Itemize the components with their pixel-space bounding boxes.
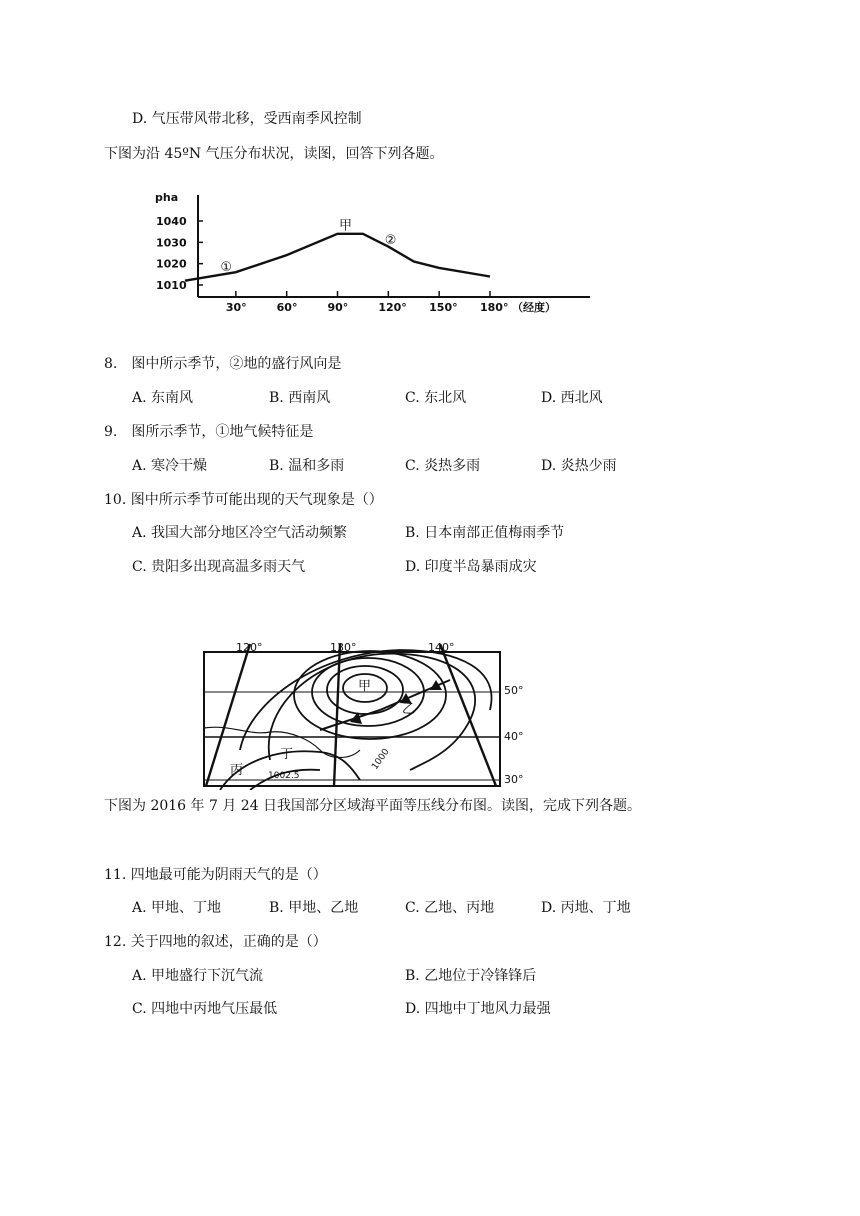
x-tick-label: 120° bbox=[378, 301, 407, 314]
intro-paragraph-2: 下图为 2016 年 7 月 24 日我国部分区域海平面等压线分布图。读图，完成下列各题。 bbox=[104, 798, 642, 814]
chart-annotation: ① bbox=[220, 259, 233, 275]
place-bing: 丙 bbox=[230, 763, 244, 778]
q10-option-d[interactable]: D. 印度半岛暴雨成灾 bbox=[405, 559, 537, 575]
q11-option-c[interactable]: C. 乙地、丙地 bbox=[405, 900, 495, 916]
pressure-chart bbox=[150, 185, 610, 325]
q11-option-d[interactable]: D. 丙地、丁地 bbox=[541, 900, 631, 916]
y-axis-label: pha bbox=[155, 191, 179, 204]
place-jia: 甲 bbox=[358, 679, 372, 694]
q10-stem: 10. 图中所示季节可能出现的天气现象是（） bbox=[104, 492, 383, 508]
q12-option-c[interactable]: C. 四地中丙地气压最低 bbox=[132, 1001, 278, 1017]
lon-label-130: 130° bbox=[330, 641, 357, 654]
x-tick-label: 30° bbox=[225, 301, 247, 314]
x-tick-label: 60° bbox=[276, 301, 298, 314]
q10-option-a[interactable]: A. 我国大部分地区冷空气活动频繁 bbox=[132, 525, 348, 541]
place-ding: 丁 bbox=[280, 747, 294, 762]
q10-option-b[interactable]: B. 日本南部正值梅雨季节 bbox=[405, 525, 565, 541]
isobar-map bbox=[200, 640, 540, 790]
q12-option-d[interactable]: D. 四地中丁地风力最强 bbox=[405, 1001, 551, 1017]
place-yi: 乙 bbox=[402, 702, 416, 717]
q8-option-c[interactable]: C. 东北风 bbox=[405, 390, 467, 406]
q8-stem: 8. 图中所示季节，②地的盛行风向是 bbox=[104, 356, 342, 372]
isobar-label-1002-5: 1002.5 bbox=[268, 771, 300, 781]
q8-option-a[interactable]: A. 东南风 bbox=[132, 390, 194, 406]
q11-stem: 11. 四地最可能为阴雨天气的是（） bbox=[104, 867, 327, 883]
q11-option-b[interactable]: B. 甲地、乙地 bbox=[269, 900, 359, 916]
x-tick-label: 150° bbox=[429, 301, 458, 314]
q9-stem: 9. 图所示季节，①地气候特征是 bbox=[104, 424, 314, 440]
lat-label-50: 50° bbox=[504, 684, 524, 697]
isobar-label-1000: 1000 bbox=[370, 747, 392, 772]
q9-option-c[interactable]: C. 炎热多雨 bbox=[405, 458, 481, 474]
x-tick-label: 90° bbox=[327, 301, 349, 314]
prev-option-d: D. 气压带风带北移，受西南季风控制 bbox=[132, 111, 362, 127]
chart-annotation: ② bbox=[384, 233, 397, 249]
q9-option-d[interactable]: D. 炎热少雨 bbox=[541, 458, 617, 474]
lat-label-40: 40° bbox=[504, 730, 524, 743]
q9-option-b[interactable]: B. 温和多雨 bbox=[269, 458, 345, 474]
q8-option-b[interactable]: B. 西南风 bbox=[269, 390, 331, 406]
y-tick-label: 1030 bbox=[156, 236, 187, 250]
q8-option-d[interactable]: D. 西北风 bbox=[541, 390, 603, 406]
q10-option-c[interactable]: C. 贵阳多出现高温多雨天气 bbox=[132, 559, 306, 575]
q9-option-a[interactable]: A. 寒冷干燥 bbox=[132, 458, 208, 474]
lon-label-140: 140° bbox=[428, 641, 455, 654]
y-tick-label: 1010 bbox=[156, 279, 187, 292]
q12-option-a[interactable]: A. 甲地盛行下沉气流 bbox=[132, 968, 264, 984]
q12-stem: 12. 关于四地的叙述，正确的是（） bbox=[104, 934, 327, 950]
lat-label-30: 30° bbox=[504, 773, 524, 786]
q12-option-b[interactable]: B. 乙地位于冷锋锋后 bbox=[405, 968, 537, 984]
lon-label-120: 120° bbox=[236, 641, 263, 654]
x-axis-label: （经度） bbox=[512, 301, 556, 314]
x-tick-label: 180° bbox=[480, 301, 509, 314]
intro-paragraph-1: 下图为沿 45ºN 气压分布状况，读图，回答下列各题。 bbox=[104, 146, 444, 162]
y-tick-label: 1040 bbox=[156, 215, 187, 228]
q11-option-a[interactable]: A. 甲地、丁地 bbox=[132, 900, 222, 916]
chart-annotation: 甲 bbox=[338, 218, 352, 234]
y-tick-label: 1020 bbox=[156, 257, 187, 271]
